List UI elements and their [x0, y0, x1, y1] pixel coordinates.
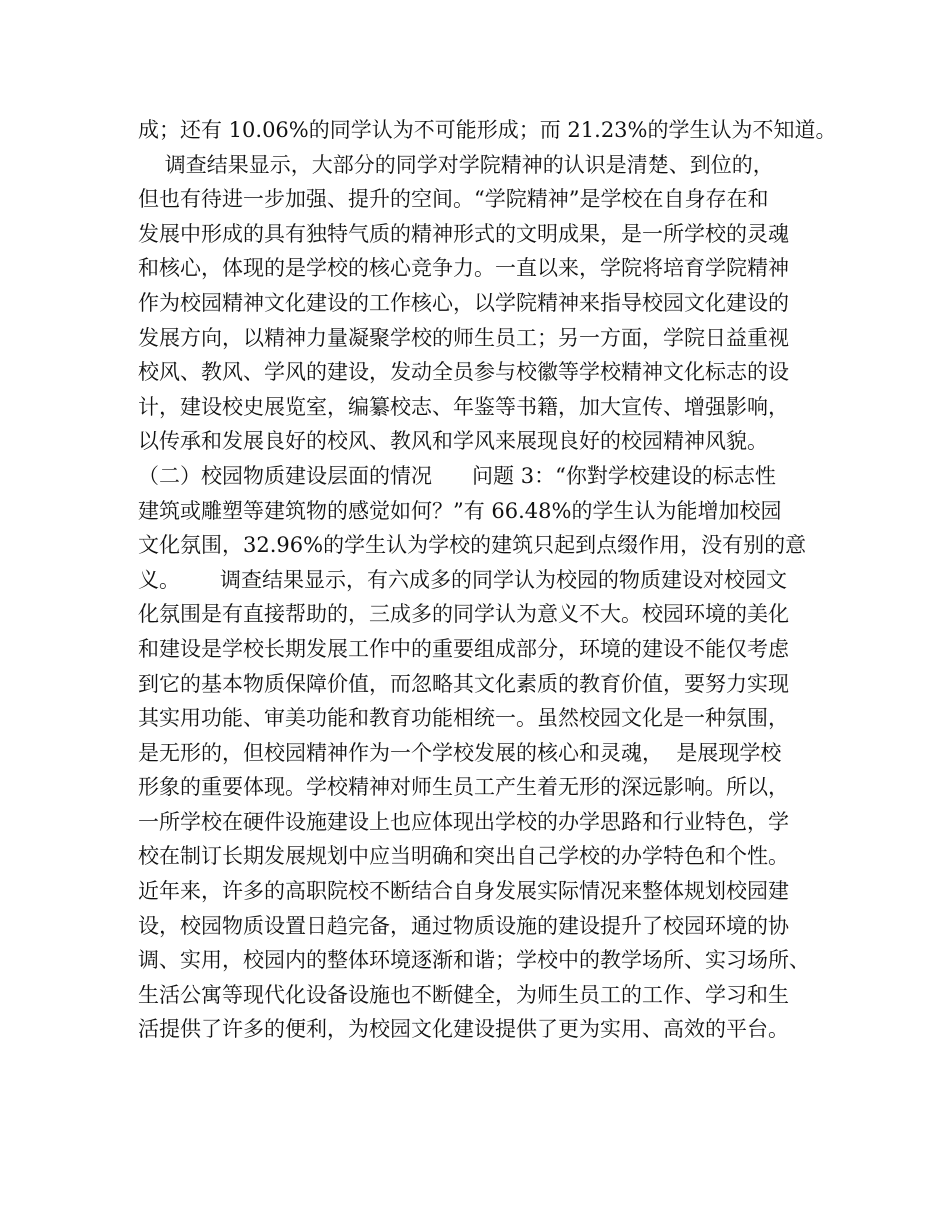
text-line: 活提供了许多的便利，为校园文化建设提供了更为实用、高效的平台。 [138, 1017, 789, 1042]
text-line: 义。 调查结果显示，有六成多的同学认为校园的物质建设对校园文 [138, 567, 788, 592]
text-line: 调查结果显示，大部分的同学对学院精神的认识是清楚、到位的， [138, 152, 774, 177]
text-line: 文化氛围，32.96%的学生认为学校的建筑只起到点缀作用，没有别的意 [138, 533, 807, 558]
text-line: 调、实用，校园内的整体环境逐渐和谐；学校中的教学场所、实习场所、 [138, 948, 810, 973]
text-line: 但也有待进一步加强、提升的空间。“学院精神”是学校在自身存在和 [138, 187, 769, 212]
text-line: 设，校园物质设置日趋完备，通过物质设施的建设提升了校园环境的协 [138, 913, 789, 938]
text-line: 和核心，体现的是学校的核心竞争力。一直以来，学院将培育学院精神 [138, 256, 789, 281]
text-line: 发展中形成的具有独特气质的精神形式的文明成果，是一所学校的灵魂 [138, 221, 789, 246]
text-line: 发展方向，以精神力量凝聚学校的师生员工；另一方面，学院日益重视 [138, 325, 789, 350]
text-line: 校风、教风、学风的建设，发动全员参与校徽等学校精神文化标志的设 [138, 360, 789, 385]
body-text [138, 113, 837, 1047]
text-line: 生活公寓等现代化设备设施也不断健全，为师生员工的工作、学习和生 [138, 982, 789, 1007]
text-line: 校在制订长期发展规划中应当明确和突出自己学校的办学特色和个性。 [138, 844, 789, 869]
text-line: 成；还有 10.06%的同学认为不可能形成；而 21.23%的学生认为不知道。 [138, 118, 837, 142]
text-line: 一所学校在硬件设施建设上也应体现出学校的办学思路和行业特色，学 [138, 809, 789, 834]
text-line: 是无形的，但校园精神作为一个学校发展的核心和灵魂， 是展现学校 [138, 740, 782, 765]
text-line: 到它的基本物质保障价值，而忽略其文化素质的教育价值，要努力实现 [138, 671, 789, 696]
text-line: 以传承和发展良好的校风、教风和学风来展现良好的校园精神风貌。 [138, 429, 768, 454]
text-line: 计，建设校史展览室，编纂校志、年鉴等书籍，加大宣传、增强影响， [138, 394, 789, 419]
text-line: 建筑或雕塑等建筑物的感觉如何？”有 66.48%的学生认为能增加校园 [138, 498, 782, 523]
text-line: 近年来，许多的高职院校不断结合自身发展实际情况来整体规划校园建 [138, 879, 789, 904]
text-line: 化氛围是有直接帮助的，三成多的同学认为意义不大。校园环境的美化 [138, 602, 789, 627]
text-line: 作为校园精神文化建设的工作核心，以学院精神来指导校园文化建设的 [138, 290, 789, 315]
text-line: 其实用功能、审美功能和教育功能相统一。虽然校园文化是一种氛围， [138, 706, 789, 731]
section-heading-line: （二）校园物质建设层面的情况 问题 3：“你對学校建设的标志性 [138, 463, 776, 488]
text-line: 形象的重要体现。学校精神对师生员工产生着无形的深远影响。所以， [138, 775, 789, 800]
text-line: 和建设是学校长期发展工作中的重要组成部分，环境的建设不能仅考虑 [138, 636, 789, 661]
